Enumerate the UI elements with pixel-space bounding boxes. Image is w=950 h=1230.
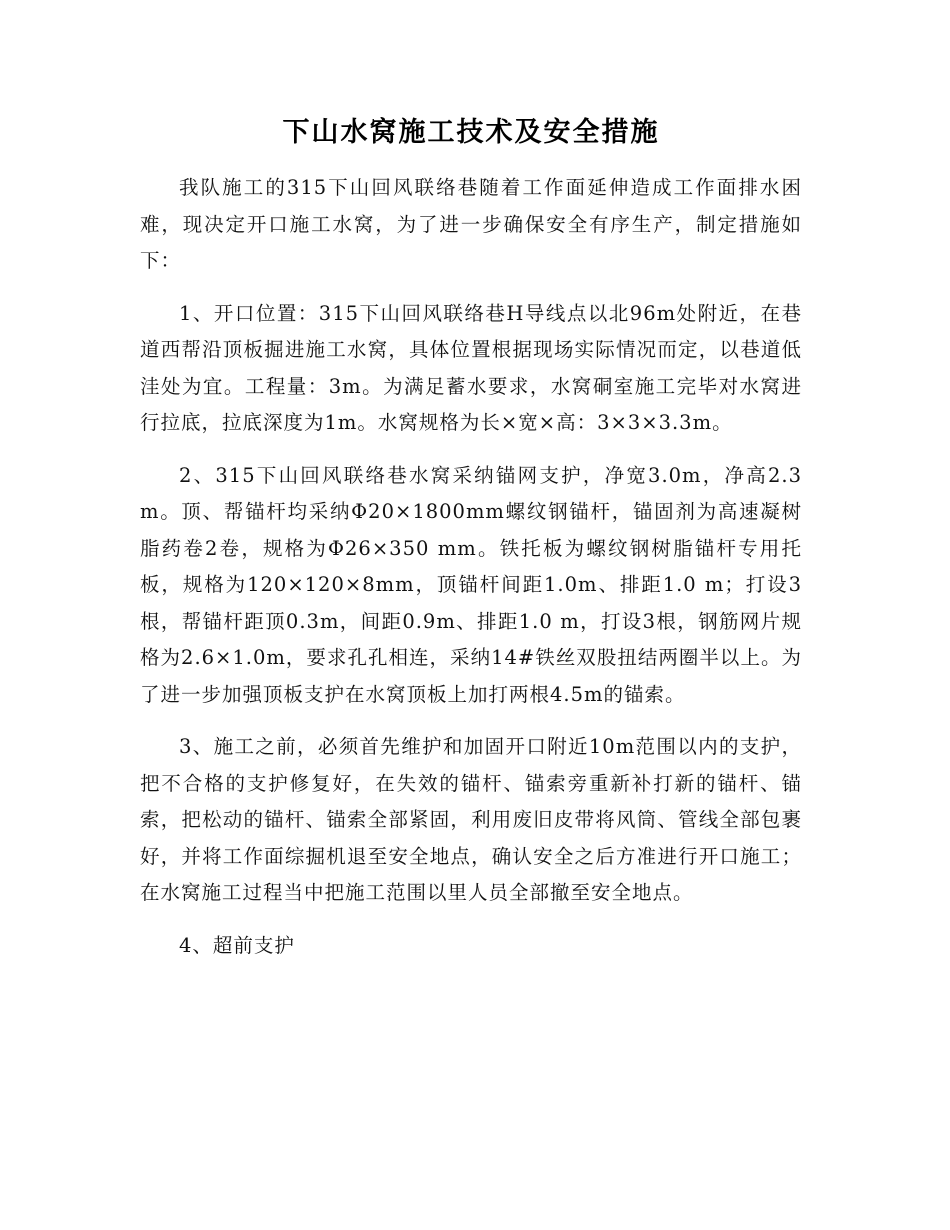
intro-paragraph: 我队施工的315下山回风联络巷随着工作面延伸造成工作面排水困难，现决定开口施工水窝，为了进一步确保安全有序生产，制定措施如下： xyxy=(140,176,802,272)
section-4-heading: 4、超前支护 xyxy=(179,933,295,957)
section-1-paragraph: 1、开口位置：315下山回风联络巷H导线点以北96m处附近，在巷道西帮沿顶板掘进施工水窝，具体位置根据现场实际情况而定，以巷道低洼处为宜。工程量：3m。为满足蓄水要求，水窝硐室施工完毕对水窝进行拉底，拉底深度为1m。水窝规格为长×宽×高：3×3×3.3m。 xyxy=(140,301,802,434)
section-3-paragraph: 3、施工之前，必须首先维护和加固开口附近10m范围以内的支护，把不合格的支护修复好，在失效的锚杆、锚索旁重新补打新的锚杆、锚索，把松动的锚杆、锚索全部紧固，利用废旧皮带将风筒、管线全部包裹好，并将工作面综掘机退至安全地点，确认安全之后方准进行开口施工；在水窝施工过程当中把施工范围以里人员全部撤至安全地点。 xyxy=(140,735,802,904)
document-page xyxy=(140,110,802,980)
document-title: 下山水窝施工技术及安全措施 xyxy=(282,117,660,148)
section-2-paragraph: 2、315下山回风联络巷水窝采纳锚网支护，净宽3.0m，净高2.3m。顶、帮锚杆均采纳Φ20×1800mm螺纹钢锚杆，锚固剂为高速凝树脂药卷2卷，规格为Φ26×350 mm。铁托板为螺纹钢树脂锚杆专用托板，规格为120×120×8mm，顶锚杆间距1.0m、排距1.0 m；打设3根，帮锚杆距顶0.3m，间距0.9m、排距1.0 m，打设3根，钢筋网片规格为2.6×1.0m，要求孔孔相连，采纳14#铁丝双股扭结两圈半以上。为了进一步加强顶板支护在水窝顶板上加打两根4.5m的锚索。 xyxy=(140,463,802,706)
